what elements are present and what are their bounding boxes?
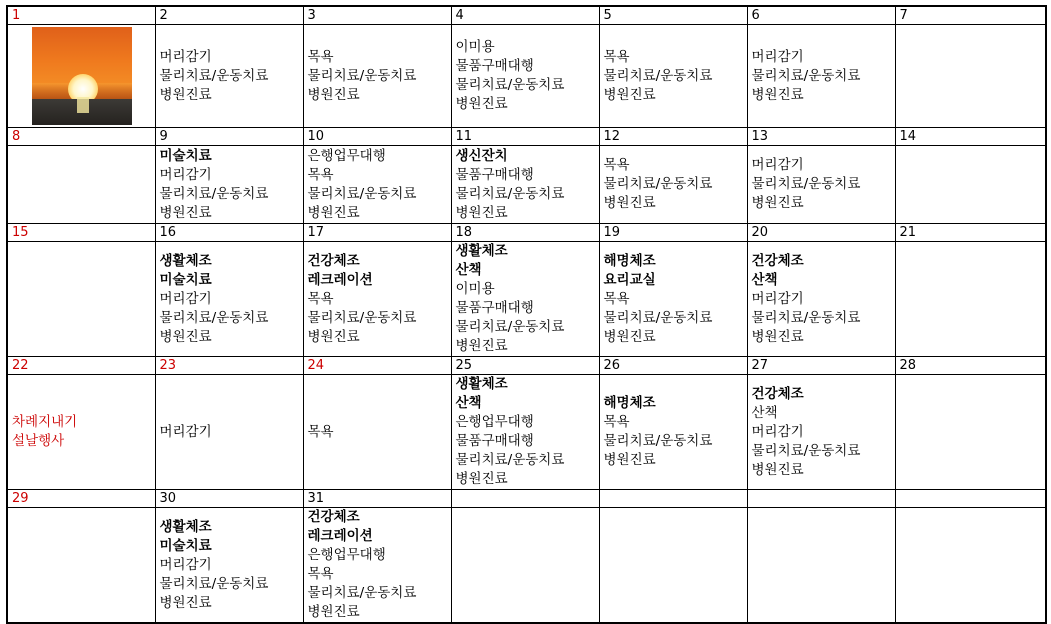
date-number: 26 <box>599 357 747 375</box>
program-title: 산책 <box>751 271 778 288</box>
day-12-activities <box>599 146 747 224</box>
activity-item: 물리치료/운동치료 <box>455 185 565 202</box>
activity-item: 물리치료/운동치료 <box>751 442 861 459</box>
day-11-activities <box>451 146 599 224</box>
date-number: 24 <box>303 357 451 375</box>
program-title: 산책 <box>455 262 482 278</box>
activity-item: 물리치료/운동치료 <box>603 67 713 84</box>
activity-item: 병원진료 <box>751 328 804 345</box>
empty-cell <box>451 508 599 624</box>
day-5-activities <box>599 25 747 128</box>
date-number: 23 <box>155 357 303 375</box>
date-number: 20 <box>747 224 895 242</box>
date-number: 14 <box>895 128 1046 146</box>
day-9-activities <box>155 146 303 224</box>
program-title: 해명체조 <box>603 395 656 411</box>
activity-item: 병원진료 <box>455 338 508 354</box>
week-3-date-row <box>7 224 1046 242</box>
day-7-activities <box>895 25 1046 128</box>
activity-item: 물리치료/운동치료 <box>159 575 269 592</box>
program-title: 생활체조 <box>455 376 508 392</box>
activity-item: 병원진료 <box>751 86 804 103</box>
day-10-activities <box>303 146 451 224</box>
activity-item: 물리치료/운동치료 <box>603 433 713 449</box>
activity-item: 병원진료 <box>603 328 656 345</box>
day-21-activities <box>895 242 1046 357</box>
activity-item: 물리치료/운동치료 <box>751 176 861 192</box>
date-number: 17 <box>303 224 451 242</box>
activity-item: 머리감기 <box>159 290 212 307</box>
activity-item: 물리치료/운동치료 <box>603 176 713 192</box>
program-title: 미술치료 <box>159 537 212 554</box>
day-29-activities <box>7 508 155 624</box>
program-title: 요리교실 <box>603 271 656 288</box>
activity-item: 물품구매대행 <box>455 58 534 74</box>
program-title: 산책 <box>455 395 482 411</box>
activity-item: 물리치료/운동치료 <box>603 309 713 326</box>
day-22-activities <box>7 375 155 490</box>
empty-date <box>747 490 895 508</box>
activity-item: 목욕 <box>603 414 630 430</box>
activity-item: 이미용 <box>455 281 495 297</box>
activity-item: 병원진료 <box>751 195 804 211</box>
activity-item: 병원진료 <box>159 204 212 221</box>
activity-item: 물품구매대행 <box>455 300 534 316</box>
activity-item: 물리치료/운동치료 <box>159 185 269 202</box>
week-2-date-row <box>7 128 1046 146</box>
day-28-activities <box>895 375 1046 490</box>
date-number: 27 <box>747 357 895 375</box>
activity-item: 병원진료 <box>455 471 508 487</box>
activity-item: 목욕 <box>603 48 630 65</box>
day-15-activities <box>7 242 155 357</box>
date-number: 5 <box>599 6 747 25</box>
program-title: 건강체조 <box>307 509 360 525</box>
activity-item: 병원진료 <box>159 594 212 611</box>
day-2-activities <box>155 25 303 128</box>
activity-item: 목욕 <box>307 566 334 582</box>
day-20-activities <box>747 242 895 357</box>
empty-cell <box>747 508 895 624</box>
date-number: 10 <box>303 128 451 146</box>
day-25-activities <box>451 375 599 490</box>
date-number: 18 <box>451 224 599 242</box>
date-number: 21 <box>895 224 1046 242</box>
activity-item: 머리감기 <box>159 423 212 440</box>
empty-cell <box>895 508 1046 624</box>
activity-item: 병원진료 <box>455 96 508 112</box>
program-title: 미술치료 <box>159 271 212 288</box>
day-16-activities <box>155 242 303 357</box>
date-number: 28 <box>895 357 1046 375</box>
activity-item: 머리감기 <box>751 48 804 65</box>
activity-item: 은행업무대행 <box>455 414 534 430</box>
empty-cell <box>599 508 747 624</box>
activity-item: 은행업무대행 <box>307 147 386 164</box>
day-13-activities <box>747 146 895 224</box>
empty-date <box>895 490 1046 508</box>
activity-item: 물리치료/운동치료 <box>307 585 417 601</box>
date-number: 8 <box>7 128 155 146</box>
week-4-activity-row <box>7 375 1046 490</box>
activity-item: 머리감기 <box>751 290 804 307</box>
week-5-date-row <box>7 490 1046 508</box>
activity-item: 목욕 <box>307 423 334 440</box>
activity-item: 물리치료/운동치료 <box>455 77 565 93</box>
activity-item: 물리치료/운동치료 <box>751 67 861 84</box>
week-2-activity-row <box>7 146 1046 224</box>
day-18-activities <box>451 242 599 357</box>
program-title: 건강체조 <box>751 252 804 269</box>
program-title: 건강체조 <box>751 385 804 402</box>
date-number: 31 <box>303 490 451 508</box>
activity-item: 목욕 <box>307 290 334 307</box>
day-26-activities <box>599 375 747 490</box>
activity-item: 병원진료 <box>307 86 360 103</box>
activity-item: 병원진료 <box>603 452 656 468</box>
activity-item: 이미용 <box>455 39 495 55</box>
activity-item: 목욕 <box>603 290 630 307</box>
activity-item: 물리치료/운동치료 <box>159 309 269 326</box>
activity-item: 물리치료/운동치료 <box>159 67 269 84</box>
activity-item: 병원진료 <box>603 86 656 103</box>
activity-item: 머리감기 <box>159 556 212 573</box>
program-title: 생활체조 <box>159 252 212 269</box>
day-17-activities <box>303 242 451 357</box>
activity-item: 머리감기 <box>159 48 212 65</box>
day-4-activities <box>451 25 599 128</box>
activity-item: 은행업무대행 <box>307 547 386 563</box>
date-number: 2 <box>155 6 303 25</box>
activity-item: 물리치료/운동치료 <box>307 185 417 202</box>
day-1-cell <box>7 25 155 128</box>
date-number: 1 <box>7 6 155 25</box>
program-title: 생활체조 <box>159 518 212 535</box>
activity-item: 물리치료/운동치료 <box>307 309 417 326</box>
date-number: 11 <box>451 128 599 146</box>
activity-item: 병원진료 <box>307 604 360 620</box>
activity-item: 차례지내기 <box>12 414 78 430</box>
program-title: 해명체조 <box>603 252 656 269</box>
activity-item: 물품구매대행 <box>455 166 534 183</box>
date-number: 12 <box>599 128 747 146</box>
activity-item: 머리감기 <box>751 423 804 440</box>
sunset-photo <box>32 27 132 125</box>
day-30-activities <box>155 508 303 624</box>
day-27-activities <box>747 375 895 490</box>
day-19-activities <box>599 242 747 357</box>
week-1-date-row <box>7 6 1046 25</box>
activity-item: 물리치료/운동치료 <box>455 452 565 468</box>
program-title: 레크레이션 <box>307 528 373 544</box>
date-number: 29 <box>7 490 155 508</box>
activity-item: 목욕 <box>307 166 334 183</box>
date-number: 30 <box>155 490 303 508</box>
date-number: 19 <box>599 224 747 242</box>
activity-item: 목욕 <box>307 48 334 65</box>
activity-item: 병원진료 <box>455 204 508 221</box>
activity-item: 병원진료 <box>307 328 360 345</box>
date-number: 6 <box>747 6 895 25</box>
day-31-activities <box>303 508 451 624</box>
activity-item: 물리치료/운동치료 <box>751 309 861 326</box>
date-number: 16 <box>155 224 303 242</box>
day-6-activities <box>747 25 895 128</box>
activity-item: 물리치료/운동치료 <box>455 319 565 335</box>
activity-item: 물리치료/운동치료 <box>307 67 417 84</box>
activity-item: 머리감기 <box>751 157 804 173</box>
date-number: 4 <box>451 6 599 25</box>
day-14-activities <box>895 146 1046 224</box>
empty-date <box>599 490 747 508</box>
week-4-date-row <box>7 357 1046 375</box>
activity-item: 병원진료 <box>751 461 804 478</box>
date-number: 3 <box>303 6 451 25</box>
program-title: 레크레이션 <box>307 271 373 288</box>
activity-item: 병원진료 <box>159 86 212 103</box>
activity-item: 산책 <box>751 404 778 421</box>
activity-item: 병원진료 <box>159 328 212 345</box>
activity-item: 병원진료 <box>307 204 360 221</box>
day-8-activities <box>7 146 155 224</box>
monthly-schedule-calendar <box>6 5 1047 624</box>
date-number: 13 <box>747 128 895 146</box>
day-24-activities <box>303 375 451 490</box>
activity-item: 목욕 <box>603 157 630 173</box>
activity-item: 물품구매대행 <box>455 433 534 449</box>
date-number: 15 <box>7 224 155 242</box>
week-5-activity-row <box>7 508 1046 624</box>
activity-item: 병원진료 <box>603 195 656 211</box>
week-3-activity-row <box>7 242 1046 357</box>
activity-item: 머리감기 <box>159 166 212 183</box>
program-title: 건강체조 <box>307 252 360 269</box>
date-number: 7 <box>895 6 1046 25</box>
program-title: 미술치료 <box>159 147 212 164</box>
program-title: 생신잔치 <box>455 147 508 164</box>
day-23-activities <box>155 375 303 490</box>
week-1-activity-row <box>7 25 1046 128</box>
empty-date <box>451 490 599 508</box>
date-number: 9 <box>155 128 303 146</box>
date-number: 22 <box>7 357 155 375</box>
day-3-activities <box>303 25 451 128</box>
activity-item: 설날행사 <box>12 433 65 449</box>
date-number: 25 <box>451 357 599 375</box>
program-title: 생활체조 <box>455 243 508 259</box>
